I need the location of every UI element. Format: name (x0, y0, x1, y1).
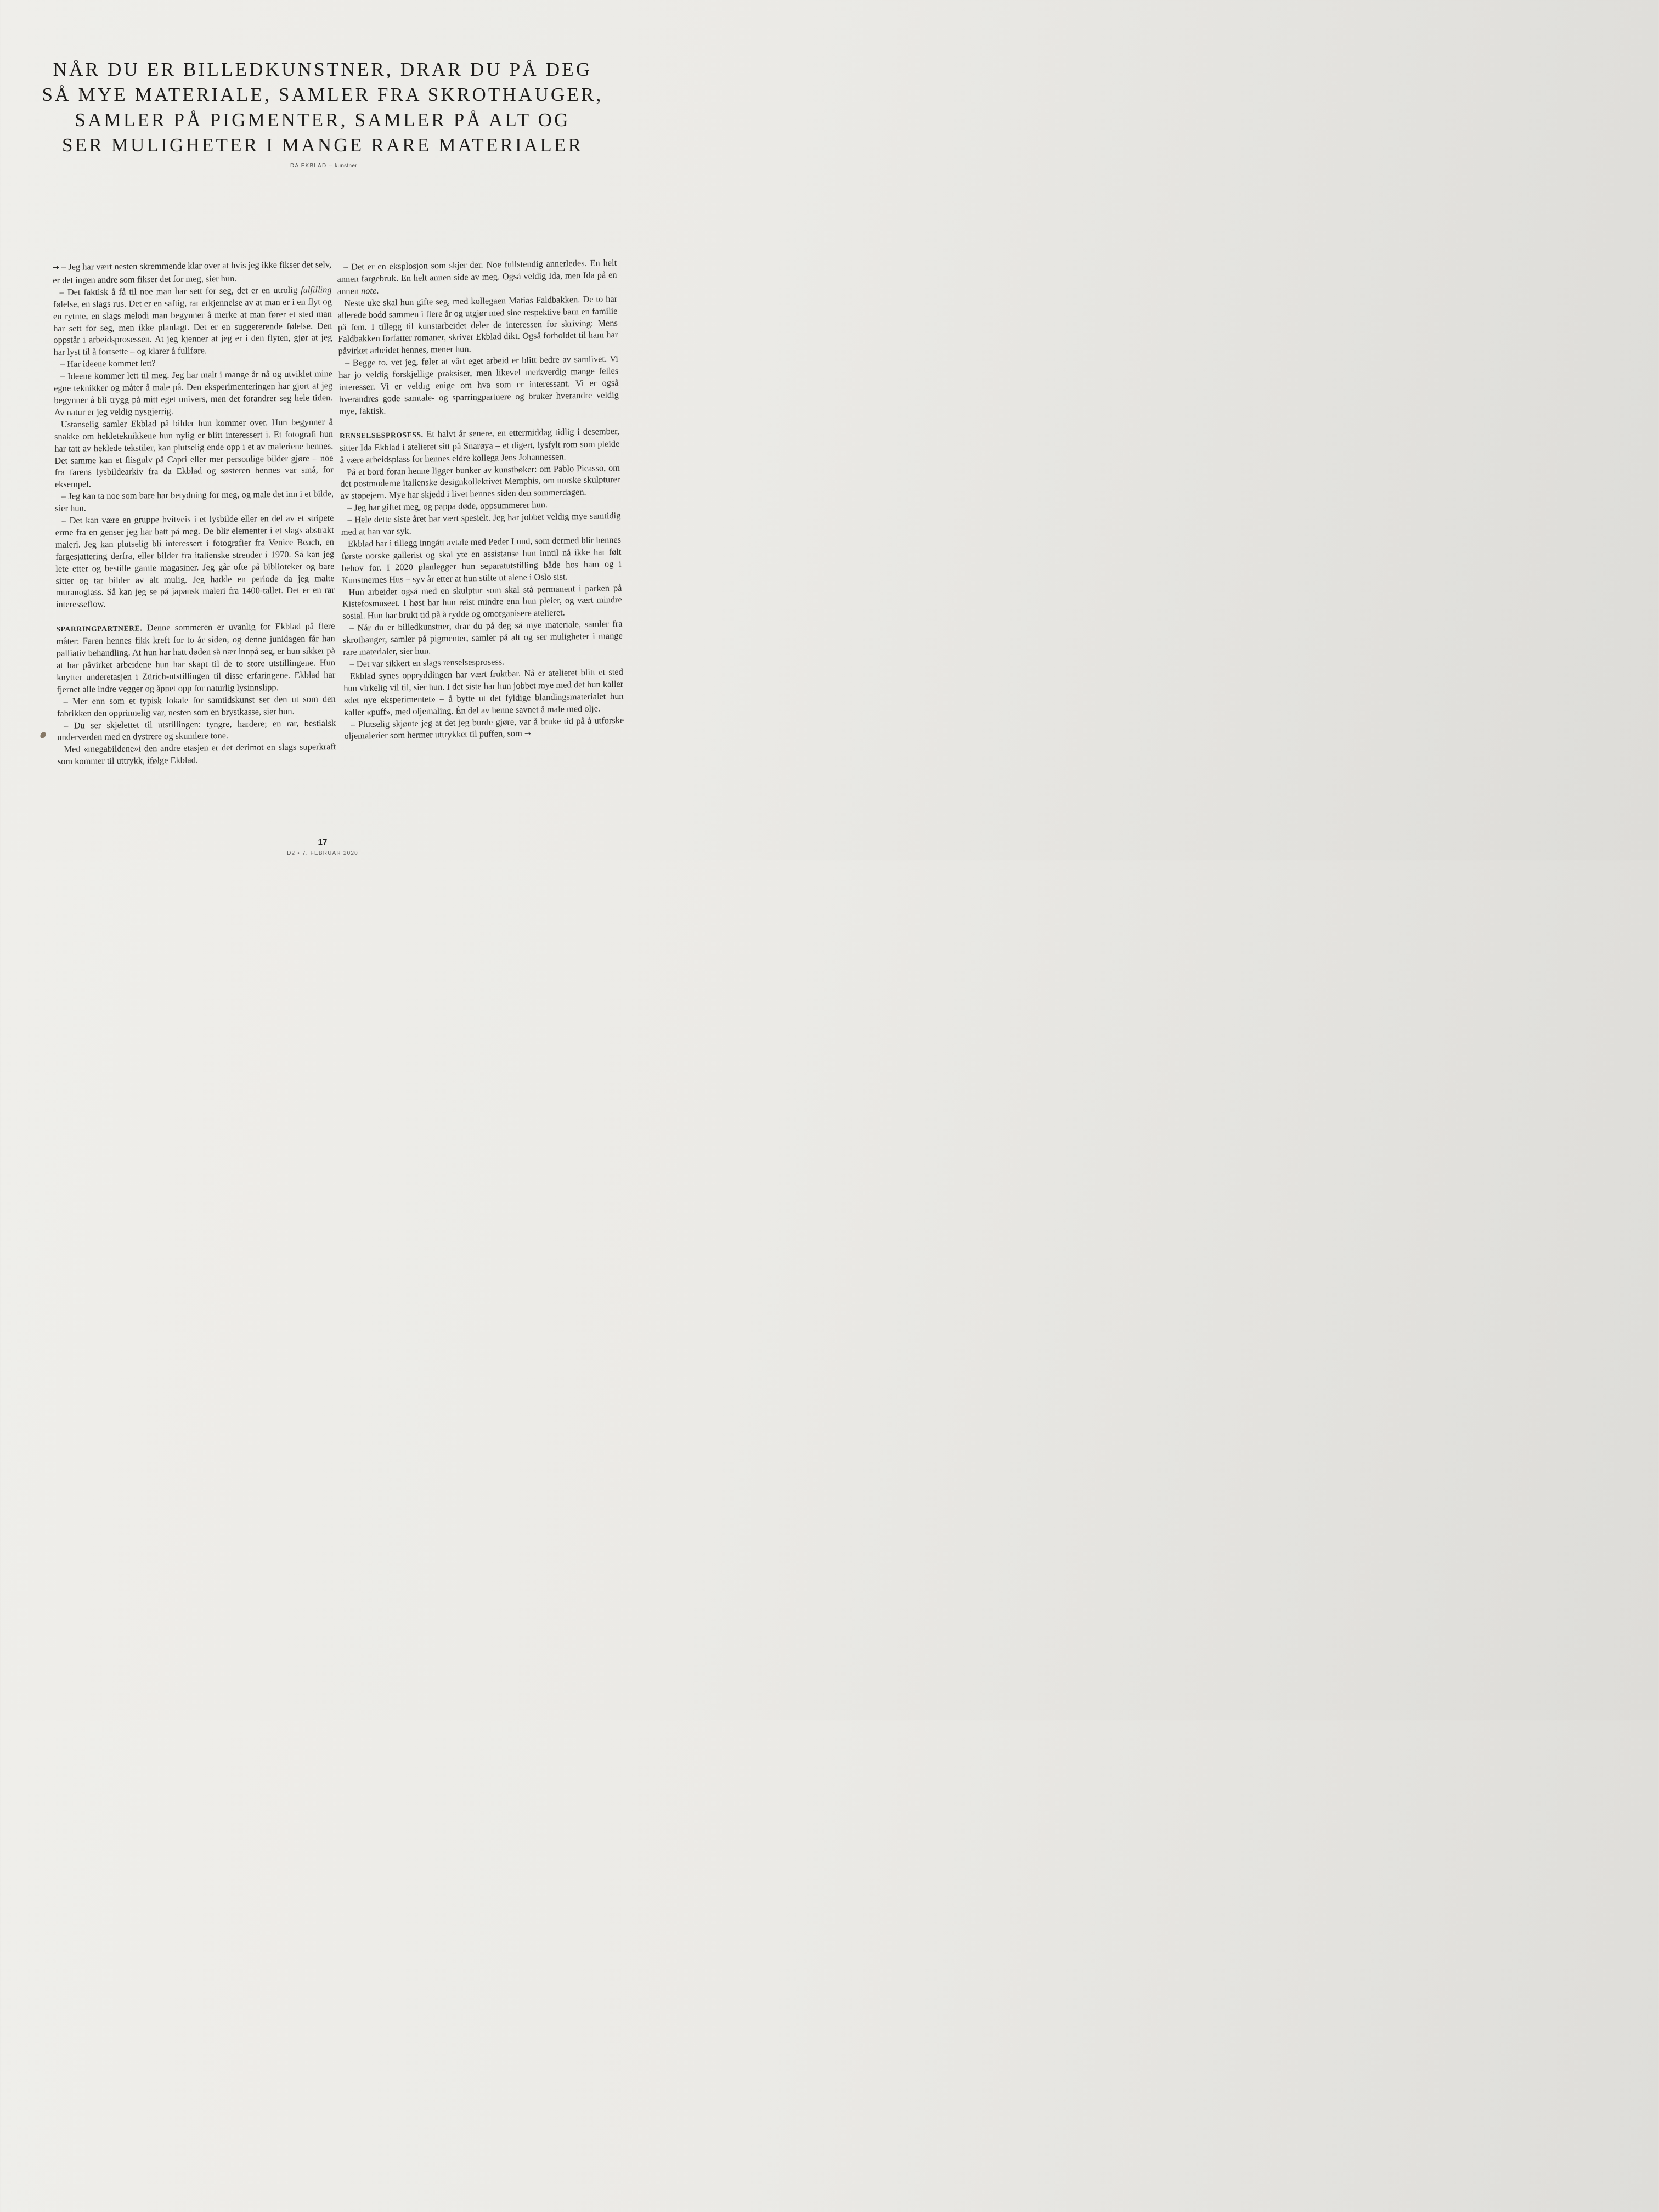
paragraph: – Begge to, vet jeg, føler at vårt eget arbeid er blitt bedre av samlivet. Vi har jo veldig forskjellige praksiser, men likevel merkverdig mange felles interesser. Vi er veldig enige om hva som er interessant. Vi er også hverandres gode samtale- og sparringpartnere og bruker hverandre veldig mye, faktisk. (338, 353, 619, 416)
paragraph: – Du ser skjelettet til utstillingen: tyngre, hardere; en rar, bestialsk underverden med en dystrere og skumlere tone. (57, 717, 336, 743)
paragraph: Hun arbeider også med en skulptur som skal stå permanent i parken på Kistefosmuseet. I høst har hun reist mindre enn hun pleier, og vært mindre sosial. Hun har brukt tid på å rydde og omorganisere atelieret. (342, 582, 622, 622)
section-subhead: RENSELSESPROSESS. (339, 430, 424, 440)
pull-quote-line: SÅ MYE MATERIALE, SAMLER FRA SKROTHAUGER, (42, 84, 603, 105)
paragraph: – Når du er billedkunstner, drar du på deg så mye materiale, samler fra skrothauger, samler på pigmenter, samler på alt og ser muligheter i mange rare materialer, sier hun. (342, 618, 623, 658)
pull-quote-line: SER MULIGHETER I MANGE RARE MATERIALER (62, 134, 583, 156)
paragraph: – Ideene kommer lett til meg. Jeg har malt i mange år nå og utviklet mine egne teknikker og måter å male på. Den eksperimenteringen har gjort at jeg begynner å bli trygg på mitt eget univers, men det forandrer seg hele tiden. Av natur er jeg veldig nysgjerrig. (54, 368, 333, 417)
paragraph: Ekblad synes oppryddingen har vært fruktbar. Nå er atelieret blitt et sted hun virkelig vil til, sier hun. I det siste har hun jobbet mye med det hun kaller «det nye eksperimentet» – å bytte ut det fyldige blandingsmaterialet hun kaller «puff», med oljemaling. Én del av henne savnet å male med olje. (343, 666, 624, 718)
pull-quote (38, 57, 607, 158)
paragraph: SPARRINGPARTNERE. Denne sommeren er uvanlig for Ekblad på flere måter: Faren hennes fikk kreft for to år siden, og denne junidagen får han palliativ behandling. At hun har hatt døden så nær innpå seg, er hun sikker på at har påvirket arbeidene hun har skapt til de to store utstillingene. Hun knytter underetasjen i Zürich-utstillingen til disse erfaringene. Ekblad har fjernet alle indre vegger og åpnet opp for naturlig lysinnslipp. (56, 620, 336, 695)
article-column-left (53, 258, 336, 768)
paragraph: – Det var sikkert en slags renselsesprosess. (349, 656, 505, 669)
paragraph: Med «megabildene»i den andre etasjen er det derimot en slags superkraft som kommer til uttrykk, ifølge Ekblad. (57, 741, 336, 767)
pull-quote-line: SAMLER PÅ PIGMENTER, SAMLER PÅ ALT OG (75, 109, 571, 131)
section-subhead: SPARRINGPARTNERE. (56, 624, 143, 634)
paragraph: Neste uke skal hun gifte seg, med kollegaen Matias Faldbakken. De to har allerede bodd sammen i flere år og utgjør med sine respektive barn en familie på fem. I tillegg til kunstarbeidet deler de interessen for skriving: Mens Faldbakken forfatter romaner, skriver Ekblad dikt. Også forholdet til ham har påvirket arbeidet hennes, mener hun. (337, 293, 618, 357)
article-column-right (337, 257, 624, 743)
paragraph: RENSELSESPROSESS. Et halvt år senere, en ettermiddag tidlig i desember, sitter Ida Ekblad i atelieret sitt på Snarøya – et digert, lysfylt rom som pleide å være arbeidsplass for hennes eldre kollega Jens Johannessen. (339, 425, 620, 465)
quote-attribution (0, 163, 645, 169)
paragraph: – Det kan være en gruppe hvitveis i et lysbilde eller en del av et stripete erme fra en genser jeg har hatt på meg. De blir elementer i et slags abstrakt maleri. Jeg kan plutselig bli interessert i fotografier fra Venice Beach, en fargesjattering derfra, eller bilder fra italienske strender i 1970. Så kan jeg lete etter og bestille gamle magasiner. Jeg går ofte på biblioteker og bare sitter og tar bilder av alt mulig. Jeg hadde en periode da jeg malte muranoglass. Så kan jeg se på japansk maleri fra 1400-tallet. Det er en rar interesseflow. (55, 512, 335, 610)
paragraph: – Plutselig skjønte jeg at det jeg burde gjøre, var å bruke tid på å utforske oljemalerier som hermer uttrykket til puffen, som → (344, 714, 624, 742)
attribution-role: kunstner (335, 163, 357, 169)
paragraph: På et bord foran henne ligger bunker av kunstbøker: om Pablo Picasso, om det postmoderne italienske designkollektivet Memphis, om norske skulpturer av støpejern. Mye har skjedd i livet hennes siden den sommerdagen. (340, 462, 620, 501)
paragraph: Ekblad har i tillegg inngått avtale med Peder Lund, som dermed blir hennes første norske gallerist og skal yte en assistanse hun inntil nå ikke har følt behov for. I 2020 planlegger hun separatutstilling både hos ham og i Kunstnernes Hus – syv år etter at hun stilte ut alene i Oslo sist. (341, 534, 622, 585)
magazine-page (0, 0, 645, 860)
attribution-separator: – (326, 163, 335, 169)
paragraph: – Har ideene kommet lett? (60, 358, 156, 370)
issue-dateline: D2 • 7. FEBRUAR 2020 (287, 850, 358, 856)
paragraph: → – Jeg har vært nesten skremmende klar over at hvis jeg ikke fikser det selv, er det ingen andre som fikser det for meg, sier hun. (53, 259, 332, 285)
paragraph: – Det er en eksplosjon som skjer der. Noe fullstendig annerledes. En helt annen fargebruk. En helt annen side av meg. Også veldig Ida, men Ida på en annen note. (337, 257, 617, 296)
paragraph: – Jeg kan ta noe som bare har betydning for meg, og male det inn i et bilde, sier hun. (55, 488, 334, 514)
paragraph: – Hele dette siste året har vært spesielt. Jeg har jobbet veldig mye samtidig med at han var syk. (341, 510, 621, 537)
paragraph: – Det faktisk å få til noe man har sett for seg, det er en utrolig fulfilling følelse, en slags rus. Det er en saftig, rar erkjennelse av at man er i en flyt og en rytme, en slags melodi man begynner å merke at man fører et sted man har sett for seg, men ikke planlagt. Det er en suggererende følelse. Den oppstår i arbeidsprosessen. At jeg kjenner at jeg er i den flyten, gjør at jeg har lyst til å fortsette – og klarer å fullføre. (53, 284, 332, 358)
paragraph: Ustanselig samler Ekblad på bilder hun kommer over. Hun begynner å snakke om hekleteknikkene hun nylig er blitt interessert i. Et fotografi hun har tatt av heklede tekstiler, kan plutselig ende opp i et av maleriene hennes. Det samme kan et flisgulv på Capri eller mer personlige bilder gjøre – noe fra farens lysbildearkiv fra da Ekblad og søsteren hennes var små, for eksempel. (54, 416, 334, 490)
paragraph: – Jeg har giftet meg, og pappa døde, oppsummerer hun. (347, 499, 548, 513)
continued-arrow-icon: → (53, 263, 59, 272)
pull-quote-line: NÅR DU ER BILLEDKUNSTNER, DRAR DU PÅ DEG (53, 59, 592, 80)
paragraph: – Mer enn som et typisk lokale for samtidskunst ser den ut som den fabrikken den opprinnelig var, nesten som en brystkasse, sier hun. (57, 693, 336, 719)
attribution-name: IDA EKBLAD (288, 163, 327, 169)
paper-speck (40, 731, 47, 740)
page-number: 17 (318, 838, 328, 847)
continued-arrow-icon: → (524, 729, 531, 739)
